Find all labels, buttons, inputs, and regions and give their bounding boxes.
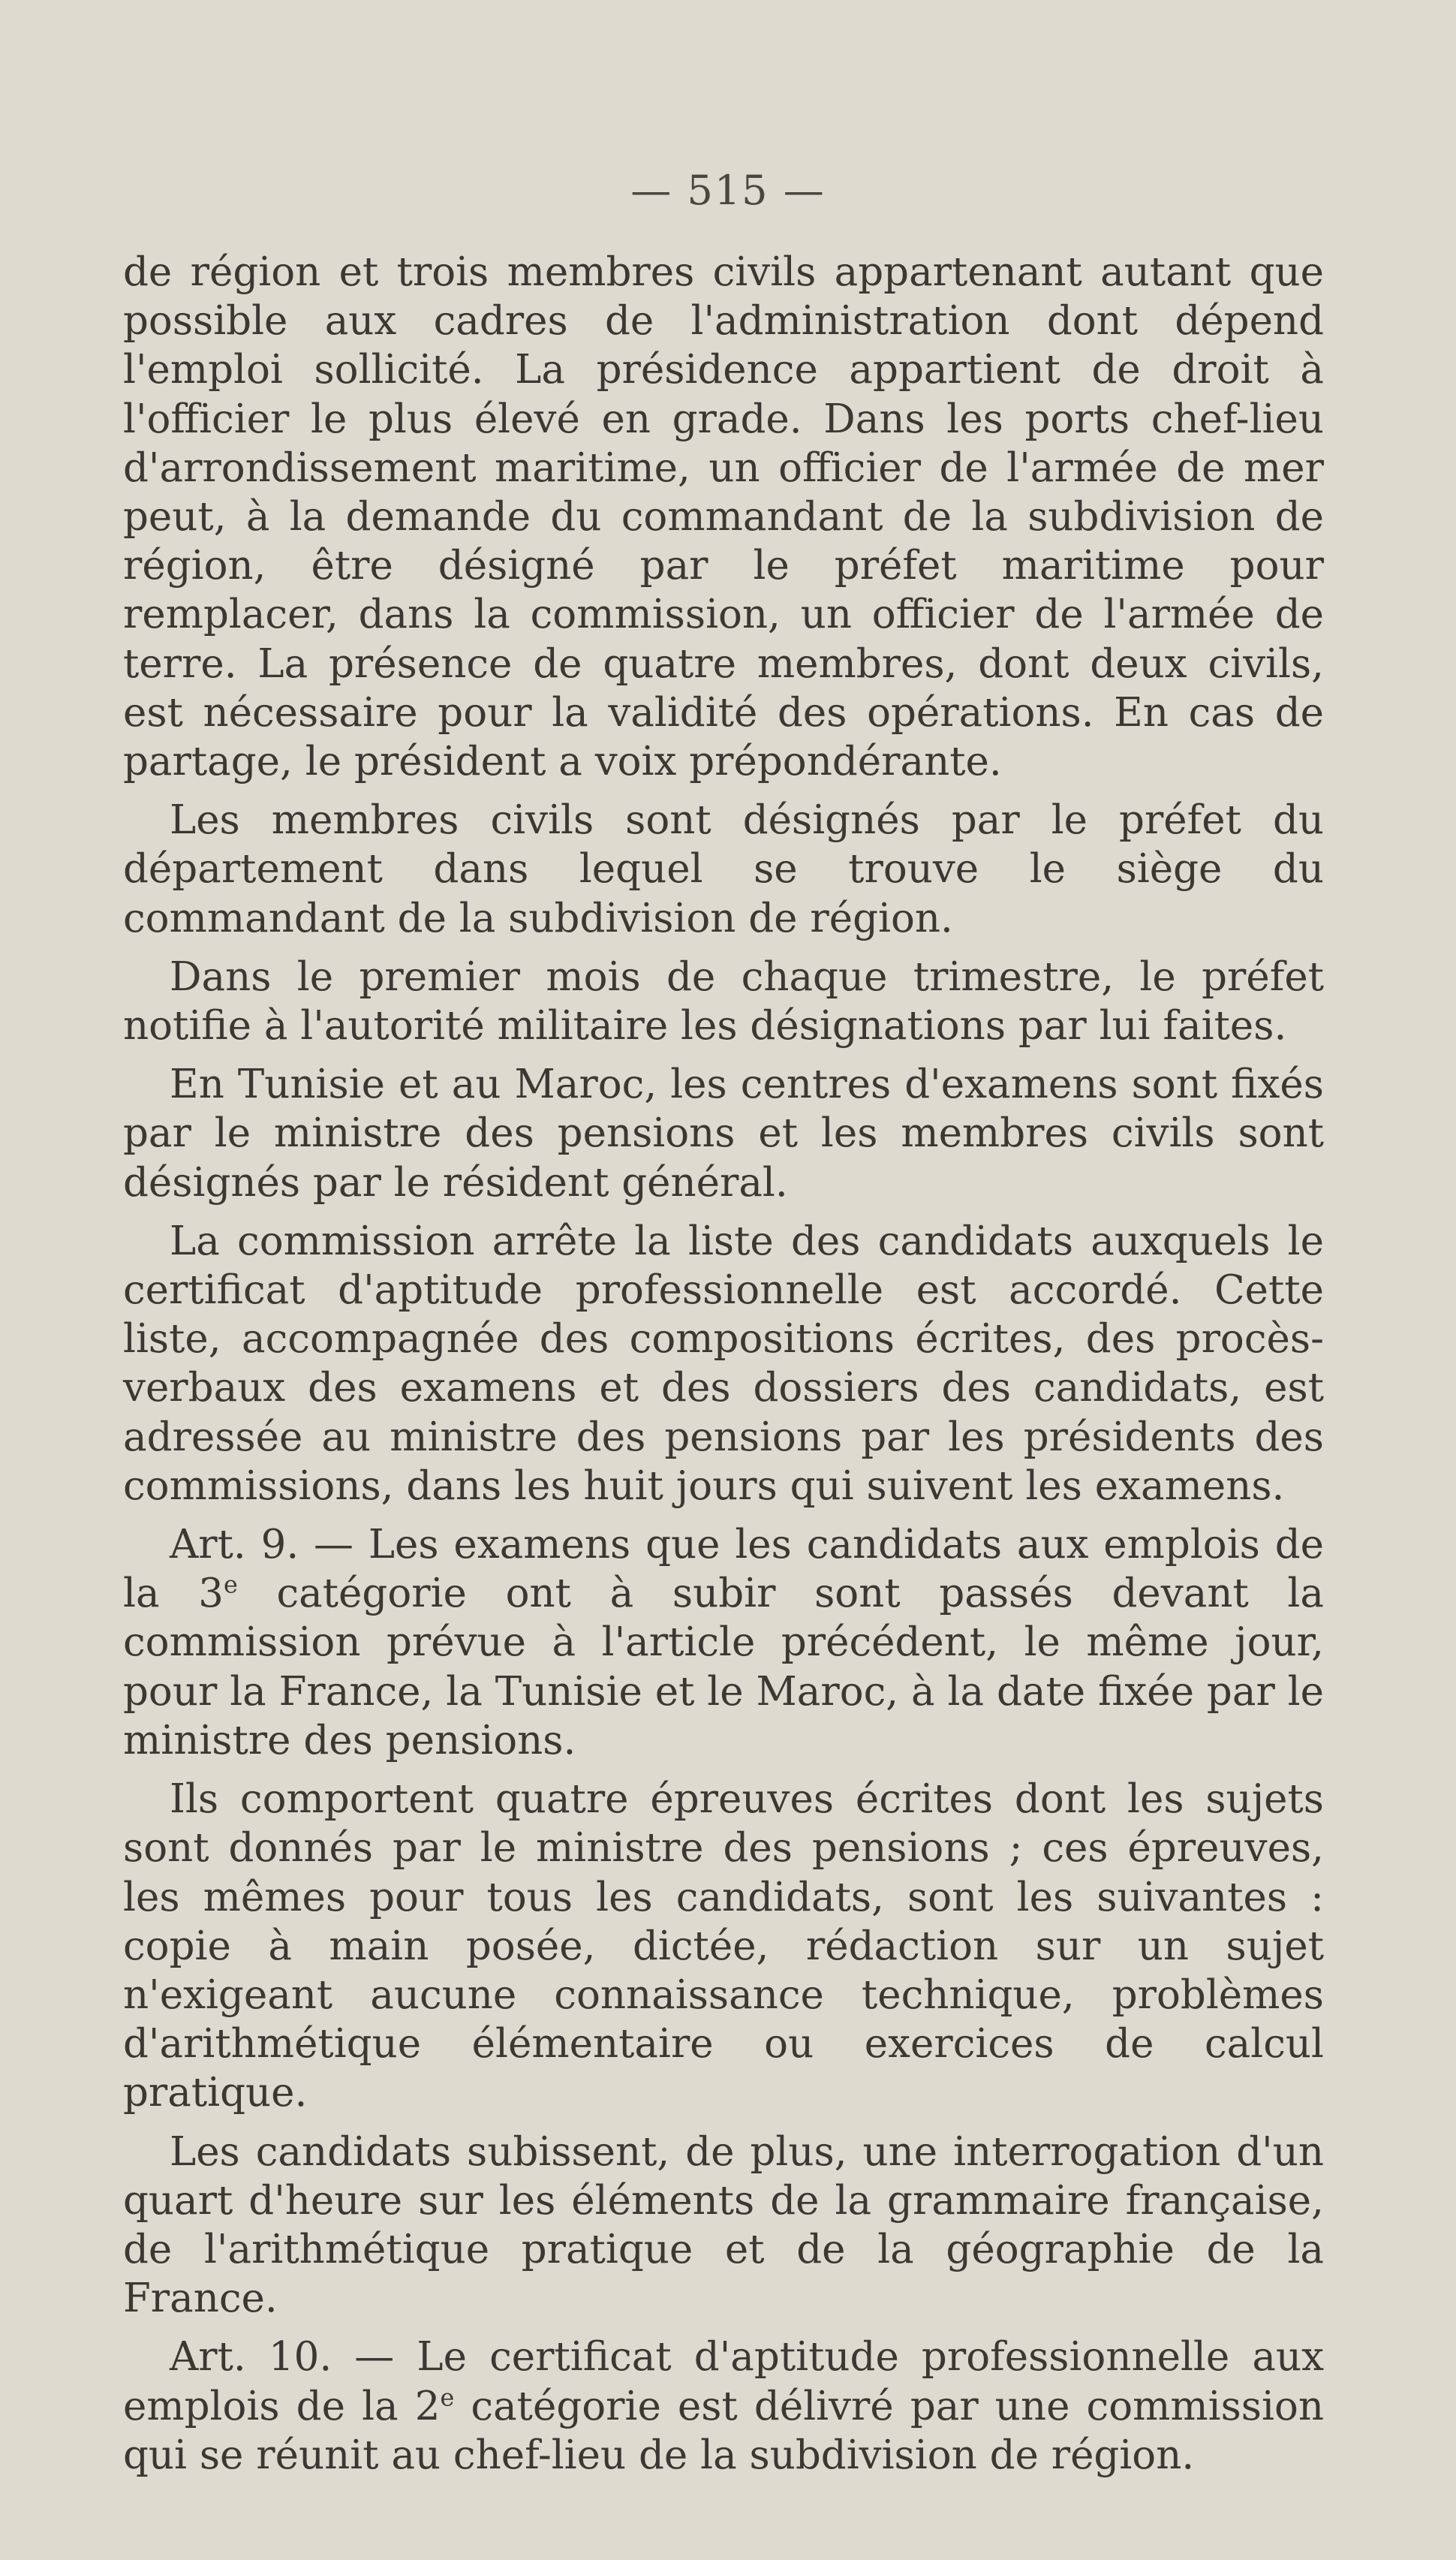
paragraph-candidate-list: La commission arrête la liste des candidats auxquels le certificat d'aptitude professionnelle est accordé. Cette liste, accompagnée des compositions écrites, des procès-verbaux des examens et des dossiers des candidats, est adressée au ministre des pensions par les présidents des commissions, dans les huit jours qui suivent les examens. xyxy=(123,1218,1324,1509)
paragraph-article-10 xyxy=(123,2333,1324,2480)
paragraph-tunisia-morocco: En Tunisie et au Maroc, les centres d'examens sont fixés par le ministre des pensions et les membres civils sont désignés par le résident général. xyxy=(123,1062,1324,1206)
paragraph-oral-interrogation: Les candidats subissent, de plus, une interrogation d'un quart d'heure sur les éléments de la grammaire française, de l'arithmétique pratique et de la géographie de la France. xyxy=(123,2128,1324,2322)
paragraph-quarterly-notification: Dans le premier mois de chaque trimestre, le préfet notifie à l'autorité militaire les désignations par lui faites. xyxy=(123,953,1324,1050)
article-9-superscript: e xyxy=(223,1571,238,1599)
body-text xyxy=(123,248,1324,2489)
paragraph-commission-composition: de région et trois membres civils appartenant autant que possible aux cadres de l'administration dont dépend l'emploi sollicité. La présidence appartient de droit à l'officier le plus élevé en grade. Dans les ports chef-lieu d'arrondissement maritime, un officier de l'armée de mer peut, à la demande du commandant de la subdivision de région, être désigné par le préfet maritime pour remplacer, dans la commission, un officier de l'armée de terre. La présence de quatre membres, dont deux civils, est nécessaire pour la validité des opérations. En cas de partage, le président a voix prépondérante. xyxy=(123,249,1324,785)
paragraph-civil-members: Les membres civils sont désignés par le préfet du département dans lequel se trouve le siège du commandant de la subdivision de région. xyxy=(123,797,1324,941)
paragraph-article-9 xyxy=(123,1520,1324,1765)
paragraph-written-exams: Ils comportent quatre épreuves écrites dont les sujets sont donnés par le ministre des pensions ; ces épreuves, les mêmes pour tous les candidats, sont les suivantes : copie à main posée, dictée, rédaction sur un sujet n'exigeant aucune connaissance technique, problèmes d'arithmétique élémentaire ou exercices de calcul pratique. xyxy=(123,1776,1324,2116)
article-9-text-end: catégorie ont à subir sont passés devant la commission prévue à l'article précédent, le même jour, pour la France, la Tunisie et le Maroc, à la date fixée par le ministre des pensions. xyxy=(123,1571,1324,1763)
page-number: — 515 — xyxy=(630,167,826,214)
article-10-superscript: e xyxy=(440,2383,455,2411)
article-9-text-start: Art. 9. — Les examens que les candidats aux emplois de la 3 xyxy=(123,1522,1324,1617)
article-10-text-end: catégorie est délivré par une commission qui se réunit au chef-lieu de la subdivision de région. xyxy=(123,2383,1324,2478)
article-10-text-start: Art. 10. — Le certificat d'aptitude professionnelle aux emplois de la 2 xyxy=(123,2334,1324,2429)
